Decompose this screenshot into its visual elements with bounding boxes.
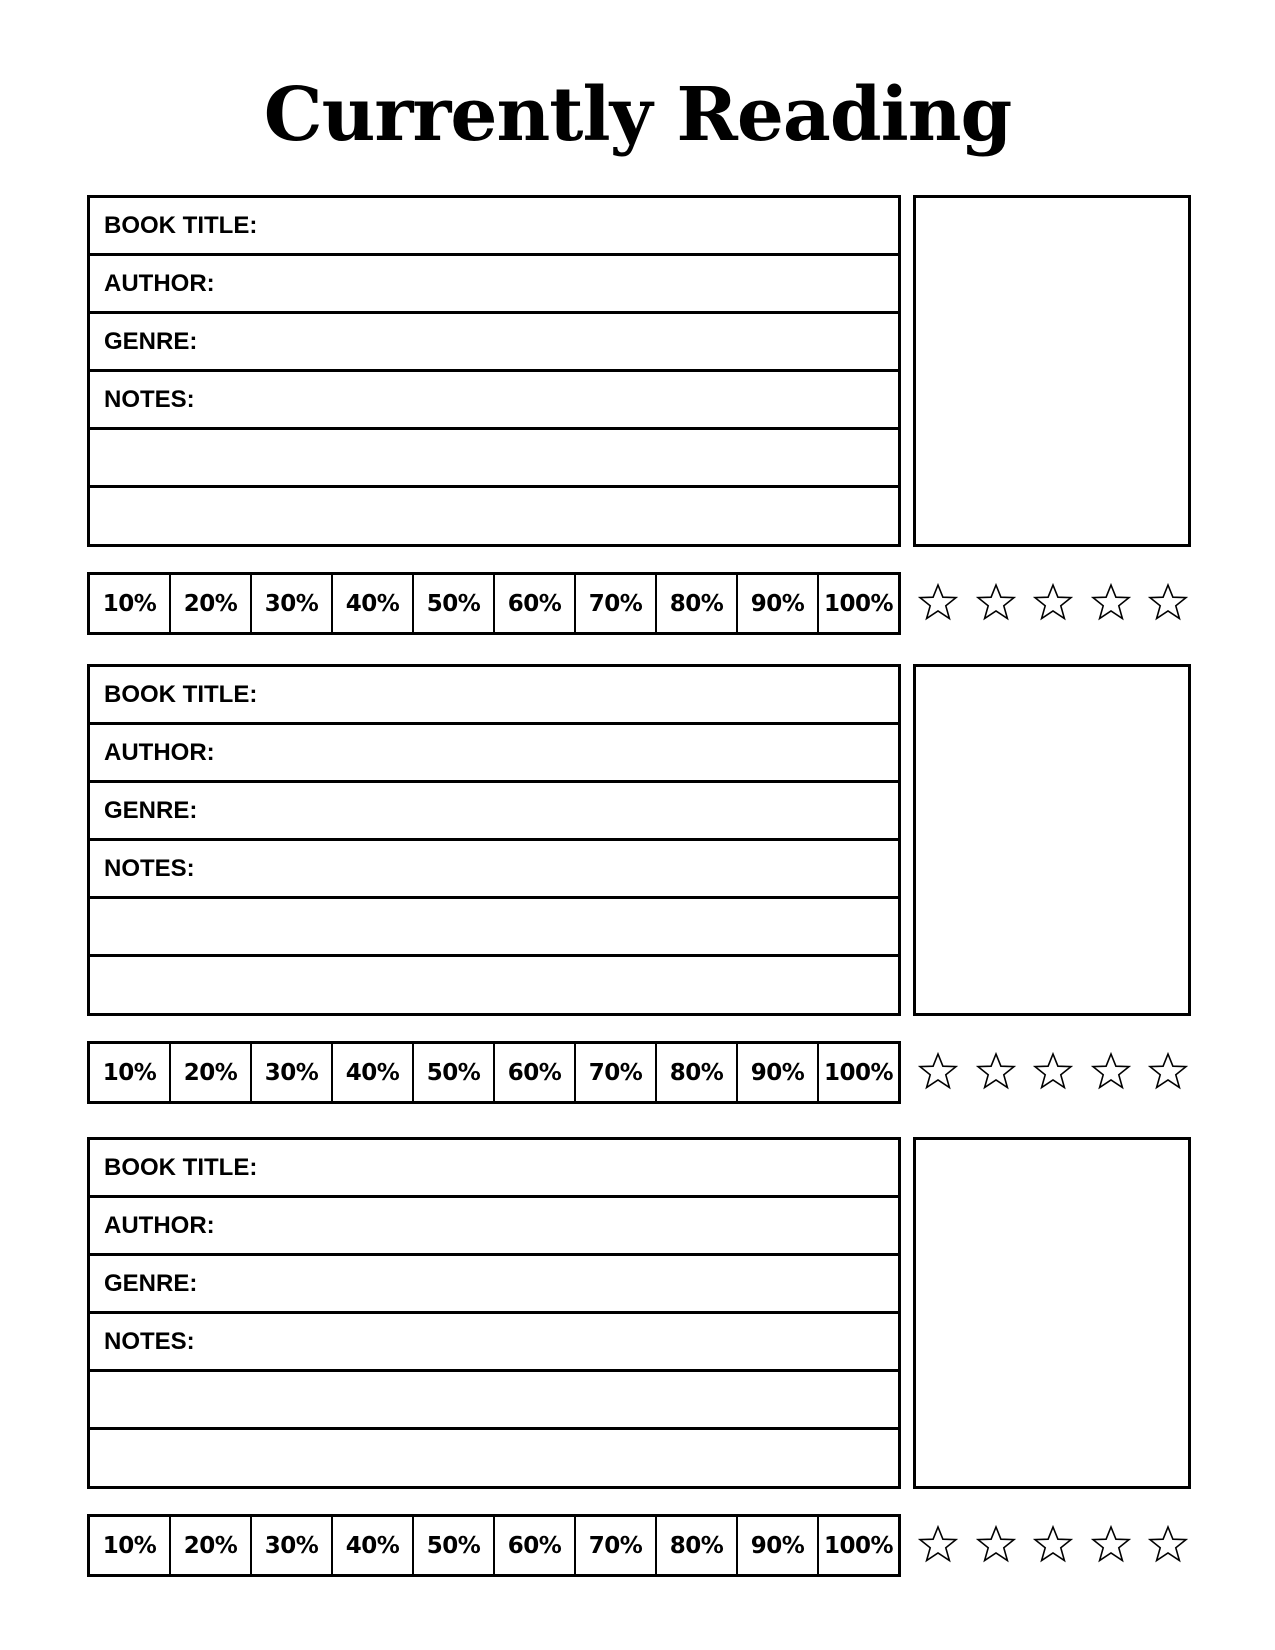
progress-cell[interactable]: 30% bbox=[252, 1517, 333, 1574]
notes-label: NOTES: bbox=[104, 854, 195, 882]
book-section bbox=[0, 664, 1275, 1104]
book-title-label: BOOK TITLE: bbox=[104, 211, 258, 239]
author-label: AUTHOR: bbox=[104, 738, 215, 766]
author-label: AUTHOR: bbox=[104, 1211, 215, 1239]
author-field[interactable] bbox=[90, 1198, 898, 1256]
book-title-field[interactable] bbox=[90, 667, 898, 725]
progress-tracker bbox=[87, 572, 901, 635]
page-title: Currently Reading bbox=[263, 72, 1012, 158]
progress-tracker bbox=[87, 1041, 901, 1104]
book-section bbox=[0, 195, 1275, 635]
star-outline-icon[interactable] bbox=[976, 1524, 1016, 1564]
star-outline-icon[interactable] bbox=[1033, 1524, 1073, 1564]
star-outline-icon[interactable] bbox=[1091, 1051, 1131, 1091]
star-outline-icon[interactable] bbox=[918, 1051, 958, 1091]
notes-label: NOTES: bbox=[104, 385, 195, 413]
progress-cell[interactable]: 100% bbox=[823, 1532, 894, 1559]
star-outline-icon[interactable] bbox=[976, 1051, 1016, 1091]
star-outline-icon[interactable] bbox=[1148, 1524, 1188, 1564]
progress-cell[interactable]: 10% bbox=[90, 1517, 171, 1574]
author-label: AUTHOR: bbox=[104, 269, 215, 297]
progress-cell[interactable]: 30% bbox=[252, 1044, 333, 1101]
book-title-label: BOOK TITLE: bbox=[104, 680, 258, 708]
progress-cell[interactable]: 90% bbox=[738, 1517, 819, 1574]
notes-field[interactable] bbox=[90, 1314, 898, 1372]
progress-cell[interactable]: 50% bbox=[414, 575, 495, 632]
book-section bbox=[0, 1137, 1275, 1577]
progress-cell[interactable]: 70% bbox=[576, 1044, 657, 1101]
genre-field[interactable] bbox=[90, 314, 898, 372]
star-outline-icon[interactable] bbox=[918, 582, 958, 622]
star-outline-icon[interactable] bbox=[1091, 582, 1131, 622]
progress-cell[interactable]: 90% bbox=[738, 575, 819, 632]
progress-tracker bbox=[87, 1514, 901, 1577]
progress-cell[interactable]: 70% bbox=[576, 1517, 657, 1574]
progress-cell[interactable]: 20% bbox=[171, 575, 252, 632]
book-info-box bbox=[87, 195, 901, 547]
notes-line[interactable] bbox=[90, 957, 898, 1013]
star-outline-icon[interactable] bbox=[1033, 582, 1073, 622]
star-rating bbox=[918, 580, 1188, 624]
author-field[interactable] bbox=[90, 725, 898, 783]
notes-line[interactable] bbox=[90, 1372, 898, 1430]
star-outline-icon[interactable] bbox=[1033, 1051, 1073, 1091]
notes-label: NOTES: bbox=[104, 1327, 195, 1355]
progress-cell[interactable]: 60% bbox=[495, 1517, 576, 1574]
star-outline-icon[interactable] bbox=[976, 582, 1016, 622]
notes-field[interactable] bbox=[90, 841, 898, 899]
progress-cell[interactable]: 30% bbox=[252, 575, 333, 632]
progress-cell[interactable]: 50% bbox=[414, 1044, 495, 1101]
progress-cell[interactable]: 100% bbox=[823, 1059, 894, 1086]
book-cover-box[interactable] bbox=[913, 195, 1191, 547]
notes-line[interactable] bbox=[90, 430, 898, 488]
progress-cell[interactable]: 80% bbox=[657, 1044, 738, 1101]
progress-cell[interactable]: 10% bbox=[90, 575, 171, 632]
progress-cell[interactable]: 40% bbox=[333, 1517, 414, 1574]
book-title-label: BOOK TITLE: bbox=[104, 1153, 258, 1181]
book-info-box bbox=[87, 1137, 901, 1489]
progress-cell[interactable]: 60% bbox=[495, 575, 576, 632]
notes-line[interactable] bbox=[90, 899, 898, 957]
notes-line[interactable] bbox=[90, 1430, 898, 1486]
star-outline-icon[interactable] bbox=[1148, 582, 1188, 622]
progress-cell[interactable]: 40% bbox=[333, 575, 414, 632]
book-cover-box[interactable] bbox=[913, 1137, 1191, 1489]
book-title-field[interactable] bbox=[90, 1140, 898, 1198]
star-outline-icon[interactable] bbox=[1091, 1524, 1131, 1564]
genre-field[interactable] bbox=[90, 783, 898, 841]
progress-cell[interactable]: 80% bbox=[657, 1517, 738, 1574]
book-info-box bbox=[87, 664, 901, 1016]
genre-label: GENRE: bbox=[104, 1269, 198, 1297]
progress-cell[interactable]: 10% bbox=[90, 1044, 171, 1101]
progress-cell[interactable]: 20% bbox=[171, 1044, 252, 1101]
progress-cell[interactable]: 70% bbox=[576, 575, 657, 632]
book-cover-box[interactable] bbox=[913, 664, 1191, 1016]
progress-cell[interactable]: 50% bbox=[414, 1517, 495, 1574]
star-outline-icon[interactable] bbox=[1148, 1051, 1188, 1091]
genre-field[interactable] bbox=[90, 1256, 898, 1314]
genre-label: GENRE: bbox=[104, 327, 198, 355]
star-rating bbox=[918, 1522, 1188, 1566]
progress-cell[interactable]: 60% bbox=[495, 1044, 576, 1101]
progress-cell[interactable]: 80% bbox=[657, 575, 738, 632]
notes-field[interactable] bbox=[90, 372, 898, 430]
progress-cell[interactable]: 90% bbox=[738, 1044, 819, 1101]
genre-label: GENRE: bbox=[104, 796, 198, 824]
progress-cell[interactable]: 20% bbox=[171, 1517, 252, 1574]
star-rating bbox=[918, 1049, 1188, 1093]
author-field[interactable] bbox=[90, 256, 898, 314]
progress-cell[interactable]: 40% bbox=[333, 1044, 414, 1101]
progress-cell[interactable]: 100% bbox=[823, 590, 894, 617]
star-outline-icon[interactable] bbox=[918, 1524, 958, 1564]
notes-line[interactable] bbox=[90, 488, 898, 544]
book-title-field[interactable] bbox=[90, 198, 898, 256]
